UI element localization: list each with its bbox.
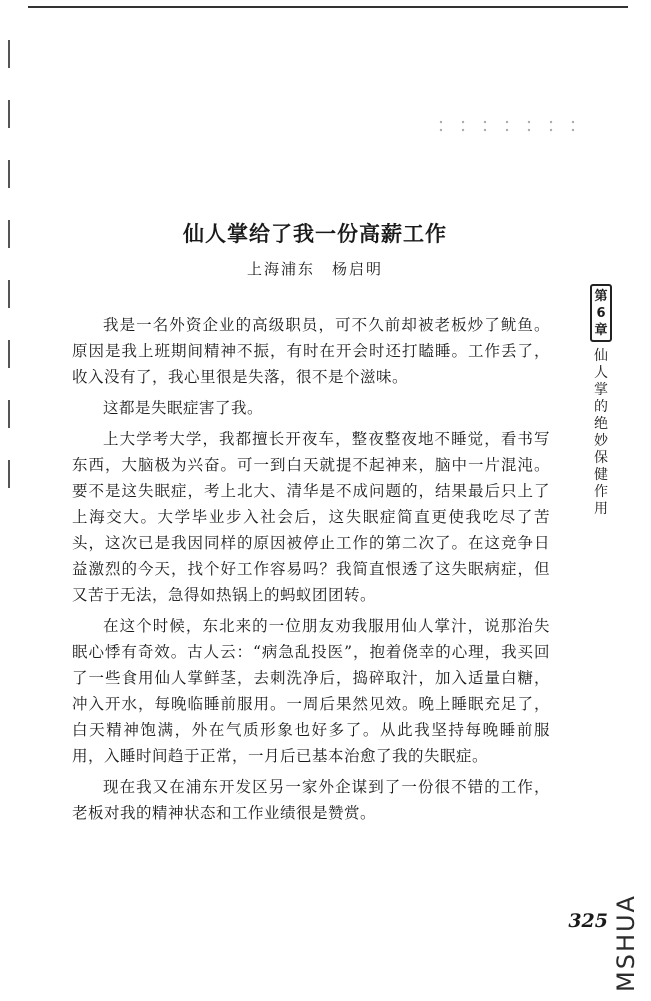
- article-body: [72, 312, 550, 831]
- paragraph: 现在我又在浦东开发区另一家外企谋到了一份很不错的工作，老板对我的精神状态和工作业绩很是赞赏。: [72, 778, 550, 822]
- article-author: 上海浦东 杨启明: [246, 260, 383, 278]
- page-number: 325: [568, 910, 608, 932]
- chapter-badge: [590, 284, 612, 342]
- paragraph: 上大学考大学，我都擅长开夜车，整夜整夜地不睡觉，看书写东西，大脑极为兴奋。可一到白天就提不起神来，脑中一片混沌。要不是这失眠症，考上北大、清华是不成问题的，结果最后只上了上海交大。大学毕业步入社会后，这失眠症简直更使我吃尽了苦头，这次已是我因同样的原因被停止工作的第二次了。在这竞争日益激烈的今天，找个好工作容易吗？我简直恨透了这失眠病症，但又苦于无法，急得如热锅上的蚂蚁团团转。: [72, 430, 550, 604]
- binding-marks: [8, 40, 10, 500]
- watermark: MSHUA: [612, 894, 640, 992]
- scan-specks: [430, 118, 590, 134]
- paragraph: 这都是失眠症害了我。: [103, 399, 264, 417]
- paragraph: 我是一名外资企业的高级职员，可不久前却被老板炒了鱿鱼。原因是我上班期间精神不振，有时在开会时还打瞌睡。工作丢了，收入没有了，我心里很是失落，很不是个滋味。: [72, 316, 550, 386]
- article-title: 仙人掌给了我一份高薪工作: [183, 222, 447, 246]
- chapter-label-top: 第: [594, 289, 608, 304]
- paragraph: 在这个时候，东北来的一位朋友劝我服用仙人掌汁，说那治失眠心悸有奇效。古人云：“病急乱投医”，抱着侥幸的心理，我买回了一些食用仙人掌鲜茎，去刺洗净后，捣碎取汁，加入适量白糖，冲入开水，每晚临睡前服用。一周后果然见效。晚上睡眠充足了，白天精神饱满，外在气质形象也好多了。从此我坚持每晚睡前服用，入睡时间趋于正常，一月后已基本治愈了我的失眠症。: [72, 617, 550, 765]
- top-rule: [28, 6, 628, 8]
- chapter-number: 6: [596, 306, 606, 321]
- chapter-label-bottom: 章: [594, 323, 608, 338]
- chapter-title: 仙 人 掌 的 绝 妙 保 健 作 用: [594, 348, 608, 517]
